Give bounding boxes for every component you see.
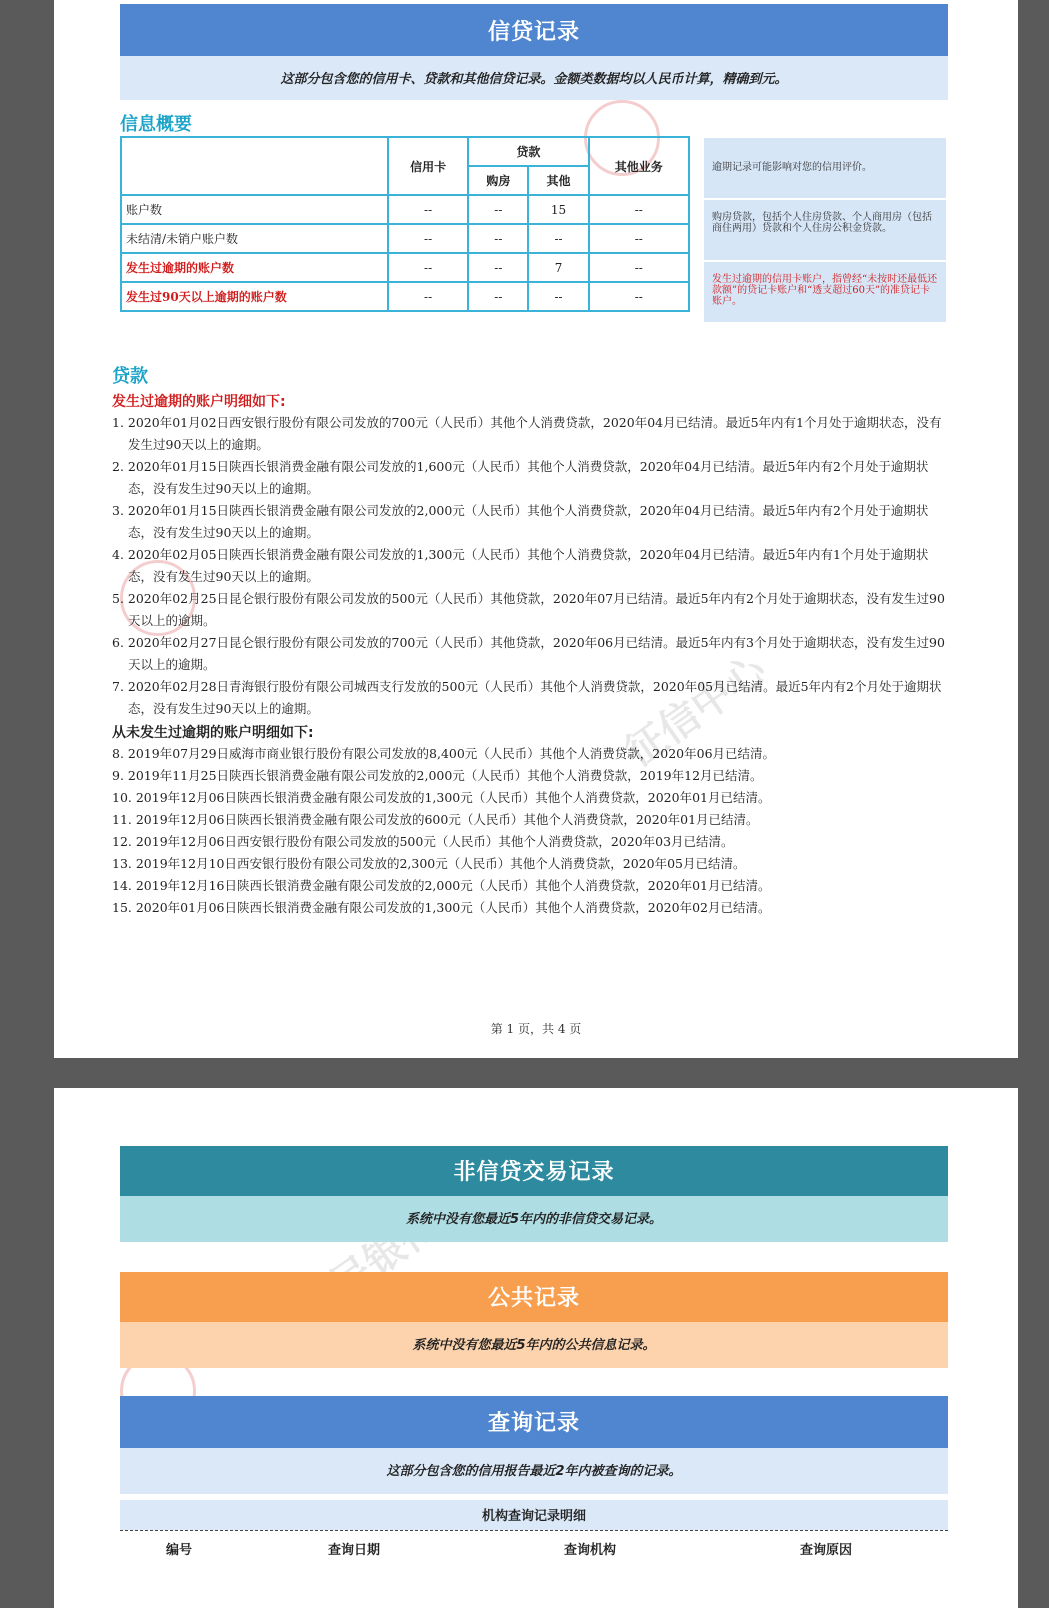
table-corner: [121, 137, 388, 195]
list-item: 4. 2020年02月05日陕西长银消费金融有限公司发放的1,300元（人民币）其他个人消费贷款，2020年04月已结清。最近5年内有1个月处于逾期状态，没有发生过90天以上的逾期。: [112, 547, 929, 584]
cell: --: [388, 253, 468, 282]
cell: --: [388, 224, 468, 253]
col-query-reason: 查询原因: [800, 1543, 853, 1558]
col-other: 其他: [528, 166, 588, 195]
cell: --: [528, 282, 588, 311]
row-label: 未结清/未销户账户数: [121, 224, 388, 253]
table-row: [121, 253, 689, 282]
list-item: 2. 2020年01月15日陕西长银消费金融有限公司发放的1,600元（人民币）其他个人消费贷款，2020年04月已结清。最近5年内有2个月处于逾期状态，没有发生过90天以上的逾期。: [112, 459, 929, 496]
cell: --: [528, 224, 588, 253]
row-label: 账户数: [121, 195, 388, 224]
query-record-banner: 查询记录: [120, 1396, 948, 1448]
list-item: 7. 2020年02月28日青海银行股份有限公司城西支行发放的500元（人民币）其他个人消费贷款，2020年05月已结清。最近5年内有2个月处于逾期状态，没有发生过90天以上的逾期。: [112, 679, 942, 716]
credit-record-description: 这部分包含您的信用卡、贷款和其他信贷记录。金额类数据均以人民币计算，精确到元。: [120, 56, 948, 100]
table-row: [121, 224, 689, 253]
report-page-1: [54, 0, 1018, 1058]
col-house: 购房: [468, 166, 528, 195]
clean-heading: 从未发生过逾期的账户明细如下:: [112, 725, 314, 741]
list-item: 13. 2019年12月10日西安银行股份有限公司发放的2,300元（人民币）其他个人消费贷款，2020年05月已结清。: [112, 856, 746, 871]
summary-table: [120, 136, 690, 312]
col-credit-card: 信用卡: [388, 137, 468, 195]
overdue-list: [112, 412, 952, 720]
cell: --: [468, 195, 528, 224]
cell: --: [589, 282, 689, 311]
overdue-heading: 发生过逾期的账户明细如下:: [112, 394, 286, 410]
page-number: 第 1 页，共 4 页: [490, 1022, 582, 1036]
list-item: 14. 2019年12月16日陕西长银消费金融有限公司发放的2,000元（人民币）其他个人消费贷款，2020年01月已结清。: [112, 878, 771, 893]
cell: --: [589, 195, 689, 224]
query-detail-title: 机构查询记录明细: [120, 1500, 948, 1530]
query-record-description: 这部分包含您的信用报告最近2年内被查询的记录。: [120, 1448, 948, 1494]
list-item: 3. 2020年01月15日陕西长银消费金融有限公司发放的2,000元（人民币）其他个人消费贷款，2020年04月已结清。最近5年内有2个月处于逾期状态，没有发生过90天以上的逾期。: [112, 503, 929, 540]
credit-record-banner: 信贷记录: [120, 4, 948, 56]
list-item: 11. 2019年12月06日陕西长银消费金融有限公司发放的600元（人民币）其他个人消费贷款，2020年01月已结清。: [112, 812, 759, 827]
cell: 7: [528, 253, 588, 282]
note-house-loan: 购房贷款，包括个人住房贷款、个人商用房（包括商住两用）贷款和个人住房公积金贷款。: [704, 200, 946, 260]
cell: --: [388, 282, 468, 311]
list-item: 12. 2019年12月06日西安银行股份有限公司发放的500元（人民币）其他个人消费贷款，2020年03月已结清。: [112, 834, 734, 849]
list-item: 8. 2019年07月29日威海市商业银行股份有限公司发放的8,400元（人民币）其他个人消费贷款，2020年06月已结清。: [112, 746, 776, 761]
row-label: 发生过90天以上逾期的账户数: [121, 282, 388, 311]
row-label: 发生过逾期的账户数: [121, 253, 388, 282]
col-loan: 贷款: [468, 137, 588, 166]
list-item: 10. 2019年12月06日陕西长银消费金融有限公司发放的1,300元（人民币）其他个人消费贷款，2020年01月已结清。: [112, 790, 771, 805]
report-page-2: [54, 1088, 1018, 1608]
non-credit-banner: 非信贷交易记录: [120, 1146, 948, 1196]
cell: --: [468, 282, 528, 311]
col-query-org: 查询机构: [564, 1543, 617, 1558]
list-item: 6. 2020年02月27日昆仑银行股份有限公司发放的700元（人民币）其他贷款，2020年06月已结清。最近5年内有3个月处于逾期状态，没有发生过90天以上的逾期。: [112, 635, 945, 672]
list-item: 15. 2020年01月06日陕西长银消费金融有限公司发放的1,300元（人民币）其他个人消费贷款，2020年02月已结清。: [112, 900, 771, 915]
summary-title: 信息概要: [120, 114, 192, 135]
col-query-date: 查询日期: [328, 1543, 381, 1558]
cell: --: [589, 224, 689, 253]
watermark: 征信中心: [617, 646, 775, 777]
cell: --: [589, 253, 689, 282]
list-item: 1. 2020年01月02日西安银行股份有限公司发放的700元（人民币）其他个人消费贷款，2020年04月已结清。最近5年内有1个月处于逾期状态，没有发生过90天以上的逾期。: [112, 415, 942, 452]
cell: --: [468, 253, 528, 282]
col-other-business: 其他业务: [589, 137, 689, 195]
table-row: [121, 195, 689, 224]
public-record-banner: 公共记录: [120, 1272, 948, 1322]
non-credit-description: 系统中没有您最近5年内的非信贷交易记录。: [120, 1196, 948, 1242]
cell: --: [388, 195, 468, 224]
note-overdue-impact: 逾期记录可能影响对您的信用评价。: [704, 138, 946, 198]
col-number: 编号: [166, 1543, 193, 1558]
query-table-header: [120, 1530, 948, 1557]
table-row: [121, 282, 689, 311]
clean-list: [112, 743, 952, 919]
cell: 15: [528, 195, 588, 224]
list-item: 5. 2020年02月25日昆仑银行股份有限公司发放的500元（人民币）其他贷款，2020年07月已结清。最近5年内有2个月处于逾期状态，没有发生过90天以上的逾期。: [112, 591, 945, 628]
public-record-description: 系统中没有您最近5年内的公共信息记录。: [120, 1322, 948, 1368]
note-overdue-card: 发生过逾期的信用卡账户，指曾经“未按时还最低还款额”的贷记卡账户和“透支超过60天”的准贷记卡账户。: [704, 262, 946, 322]
loan-title: 贷款: [112, 366, 148, 387]
list-item: 9. 2019年11月25日陕西长银消费金融有限公司发放的2,000元（人民币）其他个人消费贷款，2019年12月已结清。: [112, 768, 763, 783]
cell: --: [468, 224, 528, 253]
